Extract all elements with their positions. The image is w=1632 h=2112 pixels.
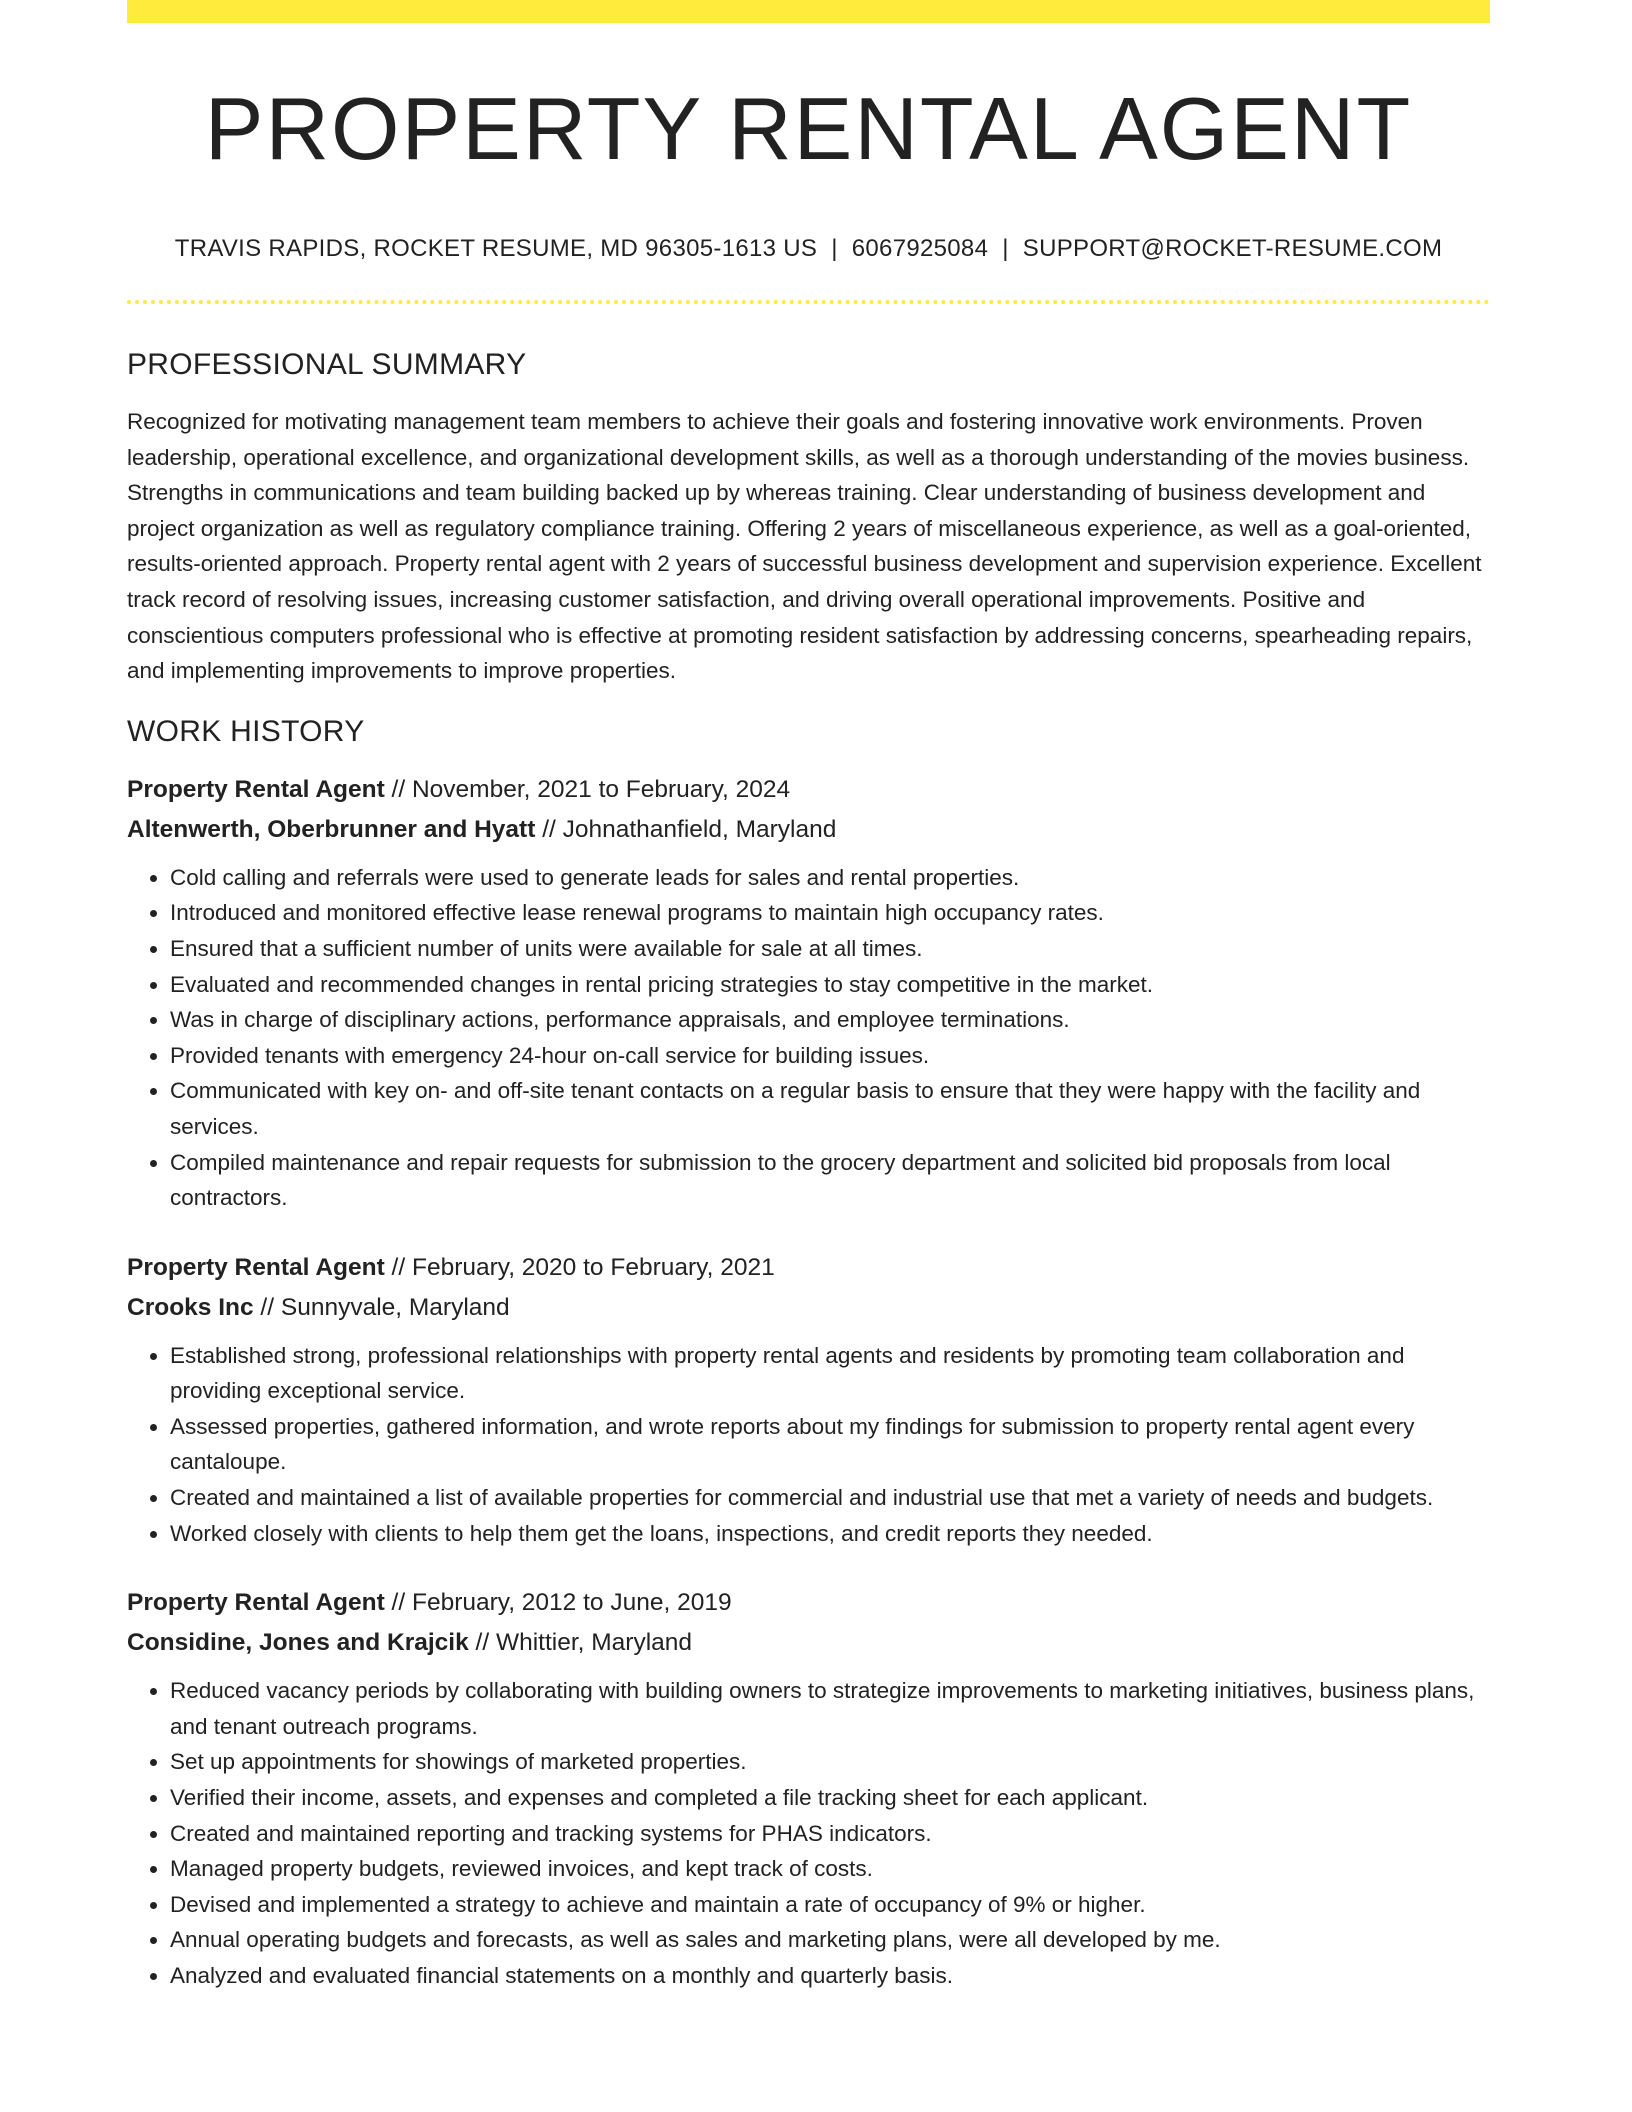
job-title-line [127, 1583, 1490, 1623]
job-role: Property Rental Agent [127, 775, 385, 803]
job-bullet-list [127, 1673, 1490, 1993]
job-bullet: • Worked closely with clients to help them get the loans, inspections, and credit reports they needed. [170, 1516, 1490, 1552]
job-bullet: • Cold calling and referrals were used to generate leads for sales and rental properties. [170, 860, 1490, 896]
job-bullet: • Managed property budgets, reviewed invoices, and kept track of costs. [170, 1851, 1490, 1887]
contact-separator: | [831, 235, 838, 262]
job-dates: // February, 2020 to February, 2021 [384, 1253, 775, 1281]
job-bullet: • Evaluated and recommended changes in rental pricing strategies to stay competitive in the market. [170, 967, 1490, 1003]
job-bullet: • Provided tenants with emergency 24-hour on-call service for building issues. [170, 1038, 1490, 1074]
job-dates: // November, 2021 to February, 2024 [384, 775, 791, 803]
job-bullet: • Established strong, professional relationships with property rental agents and residents by promoting team collaboration and providing exceptional service. [170, 1338, 1490, 1409]
job-bullet: • Compiled maintenance and repair requests for submission to the grocery department and solicited bid proposals from local contractors. [170, 1145, 1490, 1216]
job-company-line [127, 810, 1490, 850]
job-location: // Sunnyvale, Maryland [253, 1293, 510, 1321]
job-role: Property Rental Agent [127, 1589, 385, 1617]
job-bullet: • Was in charge of disciplinary actions, performance appraisals, and employee terminations. [170, 1002, 1490, 1038]
job-bullet: • Created and maintained a list of available properties for commercial and industrial use that met a variety of needs and budgets. [170, 1480, 1490, 1516]
job-location: // Johnathanfield, Maryland [535, 815, 837, 843]
resume-title: PROPERTY RENTAL AGENT [204, 79, 1413, 178]
summary-text: Recognized for motivating management team members to achieve their goals and fostering innovative work environments. Proven leadership, operational excellence, and organizational development skills, as well as a thorough understanding of the movies business. Strengths in communications and team building backed up by whereas training. Clear understanding of business development and project organization as well as regulatory compliance training. Offering 2 years of miscellaneous experience, as well as a goal-oriented, results-oriented approach. Property rental agent with 2 years of successful business development and supervision experience. Excellent track record of resolving issues, increasing customer satisfaction, and driving overall operational improvements. Positive and conscientious computers professional who is effective at promoting resident satisfaction by addressing concerns, spearheading repairs, and implementing improvements to improve properties. [127, 409, 1482, 684]
job-entry [127, 1248, 1490, 1552]
contact-line [127, 235, 1490, 263]
job-bullet: • Introduced and monitored effective lease renewal programs to maintain high occupancy rates. [170, 895, 1490, 931]
contact-phone: 6067925084 [851, 235, 989, 262]
contact-address: TRAVIS RAPIDS, ROCKET RESUME, MD 96305-1613 US [174, 235, 818, 262]
dotted-divider [127, 300, 1490, 304]
job-bullet: • Set up appointments for showings of marketed properties. [170, 1744, 1490, 1780]
work-history-list [127, 770, 1490, 1994]
job-company: Crooks Inc [127, 1293, 254, 1321]
contact-separator: | [1002, 235, 1009, 262]
work-history-heading: WORK HISTORY [127, 714, 365, 748]
job-company: Considine, Jones and Krajcik [127, 1629, 469, 1657]
resume-page [127, 0, 1490, 1994]
job-dates: // February, 2012 to June, 2019 [384, 1589, 732, 1617]
job-company-line [127, 1623, 1490, 1663]
job-company-line [127, 1288, 1490, 1328]
job-bullet: • Annual operating budgets and forecasts, as well as sales and marketing plans, were all developed by me. [170, 1922, 1490, 1958]
job-company: Altenwerth, Oberbrunner and Hyatt [127, 815, 536, 843]
accent-top-bar [127, 0, 1490, 23]
summary-heading: PROFESSIONAL SUMMARY [127, 348, 527, 381]
job-bullet: • Reduced vacancy periods by collaborating with building owners to strategize improvements to marketing initiatives, business plans, and tenant outreach programs. [170, 1673, 1490, 1744]
job-location: // Whittier, Maryland [468, 1629, 693, 1657]
job-bullet: • Ensured that a sufficient number of units were available for sale at all times. [170, 931, 1490, 967]
job-bullet: • Verified their income, assets, and expenses and completed a file tracking sheet for each applicant. [170, 1780, 1490, 1816]
job-bullet-list [127, 860, 1490, 1216]
job-title-line [127, 770, 1490, 810]
job-entry [127, 770, 1490, 1216]
job-bullet-list [127, 1338, 1490, 1552]
job-entry [127, 1583, 1490, 1993]
job-bullet: • Devised and implemented a strategy to achieve and maintain a rate of occupancy of 9% or higher. [170, 1887, 1490, 1923]
contact-email: SUPPORT@ROCKET-RESUME.COM [1022, 235, 1443, 262]
job-role: Property Rental Agent [127, 1253, 385, 1281]
job-bullet: • Assessed properties, gathered information, and wrote reports about my findings for submission to property rental agent every cantaloupe. [170, 1409, 1490, 1480]
job-bullet: • Communicated with key on- and off-site tenant contacts on a regular basis to ensure that they were happy with the facility and services. [170, 1073, 1490, 1144]
job-title-line [127, 1248, 1490, 1288]
job-bullet: • Created and maintained reporting and tracking systems for PHAS indicators. [170, 1816, 1490, 1852]
job-bullet: • Analyzed and evaluated financial statements on a monthly and quarterly basis. [170, 1958, 1490, 1994]
